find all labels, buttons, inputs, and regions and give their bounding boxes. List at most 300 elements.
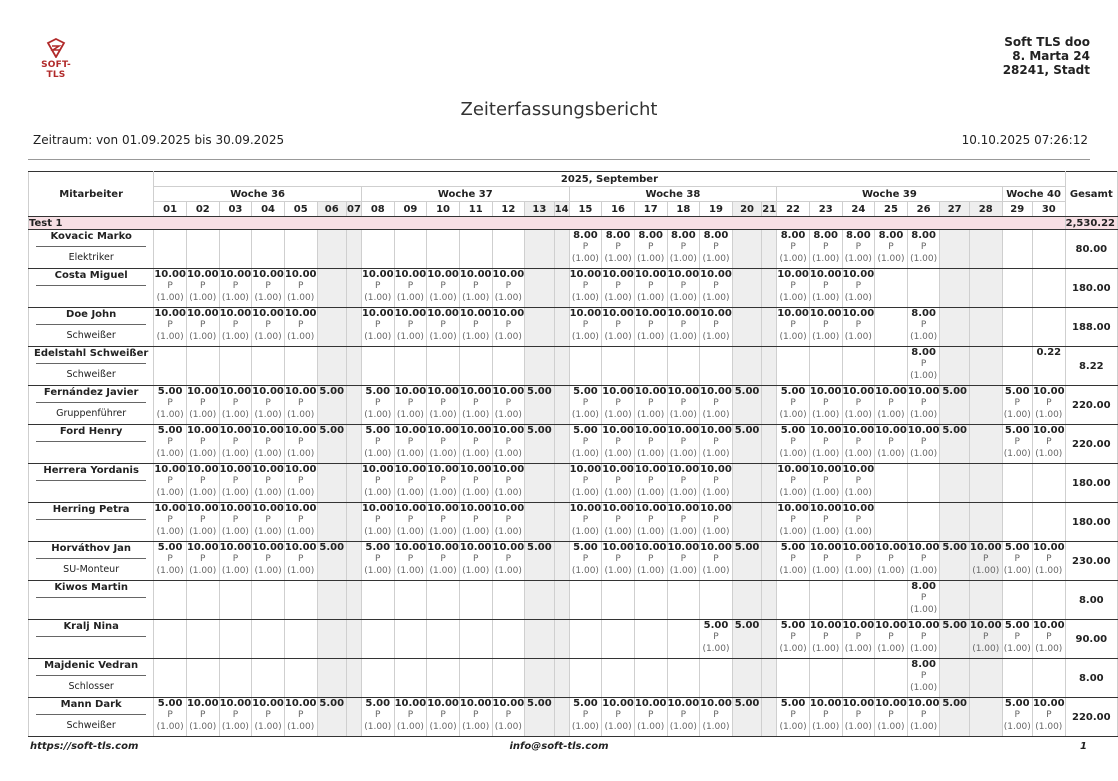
entry-factor: (1.00)	[844, 254, 872, 264]
day-cell	[554, 542, 569, 581]
entry-marker: P	[1014, 554, 1020, 564]
hours-value: 10.00	[361, 464, 394, 475]
employee-name: Edelstahl Schweißer	[34, 348, 149, 359]
entry-factor: (1.00)	[462, 527, 490, 537]
day-cell	[569, 542, 602, 581]
day-cell	[634, 425, 667, 464]
entry-factor: (1.00)	[702, 488, 730, 498]
entry-factor: (1.00)	[910, 605, 938, 615]
entry-marker: P	[920, 671, 927, 681]
day-cell	[732, 503, 761, 542]
entry-marker: P	[167, 437, 173, 447]
day-cell	[252, 386, 285, 425]
entry-factor: (1.00)	[571, 449, 599, 459]
hours-value: 10.00	[667, 698, 700, 709]
day-cell	[492, 581, 525, 620]
hours-value: 10.00	[219, 269, 252, 280]
day-cell	[667, 503, 700, 542]
entry-marker: P	[790, 242, 796, 252]
hours-value: 10.00	[602, 503, 634, 514]
day-cell	[346, 386, 361, 425]
entry-marker: P	[713, 476, 719, 486]
hours-value: 10.00	[459, 425, 492, 436]
day-cell	[762, 347, 777, 386]
employee-role: Schlosser	[68, 681, 114, 692]
employee-role: Gruppenführer	[56, 408, 127, 419]
hours-value: 10.00	[186, 698, 219, 709]
day-cell	[907, 659, 940, 698]
day-cell	[634, 659, 667, 698]
hours-value: 10.00	[700, 503, 732, 514]
entry-factor: (1.00)	[364, 527, 392, 537]
entry-factor: (1.00)	[156, 293, 184, 303]
entry-marker: P	[265, 476, 271, 486]
day-cell	[1032, 386, 1065, 425]
entry-marker: P	[167, 476, 173, 486]
entry-factor: (1.00)	[812, 488, 840, 498]
entry-factor: (1.00)	[877, 449, 905, 459]
entry-factor: (1.00)	[702, 254, 730, 264]
entry-factor: (1.00)	[844, 293, 872, 303]
day-header: 25	[875, 202, 908, 217]
footer-website-link[interactable]: https://soft-tls.com	[30, 741, 139, 752]
entry-factor: (1.00)	[604, 254, 632, 264]
hours-value: 10.00	[809, 503, 842, 514]
entry-marker: P	[855, 632, 862, 642]
entry-marker: P	[713, 281, 719, 291]
hours-value: 5.00	[942, 542, 968, 553]
entry-factor: (1.00)	[189, 566, 217, 576]
day-cell	[969, 620, 1002, 659]
employee-row	[29, 386, 1118, 425]
day-cell	[154, 659, 187, 698]
entry-marker: P	[200, 320, 206, 330]
hours-value: 5.00	[734, 542, 760, 553]
day-cell	[219, 620, 252, 659]
day-cell	[554, 308, 569, 347]
day-cell	[492, 425, 525, 464]
entry-marker: P	[582, 242, 589, 252]
day-cell	[569, 425, 602, 464]
day-header: 07	[347, 203, 361, 215]
day-cell	[1002, 698, 1032, 737]
company-address	[1003, 35, 1090, 77]
employee-divider	[36, 324, 146, 325]
entry-factor: (1.00)	[571, 410, 599, 420]
day-cell	[394, 269, 427, 308]
entry-marker: P	[440, 710, 446, 720]
entry-factor: (1.00)	[221, 488, 249, 498]
entry-factor: (1.00)	[604, 449, 632, 459]
entry-factor: (1.00)	[812, 410, 840, 420]
hours-value: 10.00	[667, 425, 700, 436]
hours-value: 10.00	[361, 308, 394, 319]
entry-marker: P	[297, 320, 304, 330]
employee-total: 180.00	[1065, 503, 1117, 542]
entry-factor: (1.00)	[221, 722, 249, 732]
entry-factor: (1.00)	[1003, 449, 1031, 459]
employee-total: 180.00	[1065, 464, 1117, 503]
hours-value: 5.00	[157, 698, 183, 709]
entry-factor: (1.00)	[637, 410, 665, 420]
entry-marker: P	[1014, 437, 1020, 447]
hours-value: 10.00	[394, 308, 427, 319]
hours-value: 10.00	[284, 542, 317, 553]
day-cell	[361, 230, 394, 269]
hours-value: 10.00	[842, 542, 875, 553]
day-cell	[634, 464, 667, 503]
day-header-row	[29, 202, 1118, 217]
entry-factor: (1.00)	[494, 293, 522, 303]
entry-factor: (1.00)	[844, 644, 872, 654]
hours-value: 10.00	[394, 542, 427, 553]
entry-factor: (1.00)	[494, 488, 522, 498]
entry-factor: (1.00)	[254, 332, 282, 342]
entry-factor: (1.00)	[221, 332, 249, 342]
day-cell	[940, 308, 969, 347]
day-cell	[554, 464, 569, 503]
entry-marker: P	[265, 320, 271, 330]
hours-value: 10.00	[154, 269, 186, 280]
entry-factor: (1.00)	[1003, 722, 1031, 732]
day-header: 21	[762, 203, 777, 215]
entry-marker: P	[375, 515, 381, 525]
entry-marker: P	[167, 320, 173, 330]
day-cell	[186, 386, 219, 425]
day-header: 23	[809, 202, 842, 217]
hours-value: 10.00	[842, 698, 875, 709]
entry-marker: P	[232, 515, 239, 525]
entry-factor: (1.00)	[156, 722, 184, 732]
entry-marker: P	[200, 554, 206, 564]
day-cell	[907, 464, 940, 503]
day-cell	[634, 347, 667, 386]
day-cell	[219, 659, 252, 698]
entry-marker: P	[407, 281, 414, 291]
hours-value: 10.00	[284, 698, 317, 709]
employee-cell	[29, 464, 154, 503]
hours-value: 10.00	[907, 386, 940, 397]
day-cell	[842, 503, 875, 542]
entry-factor: (1.00)	[779, 293, 807, 303]
day-cell	[1032, 464, 1065, 503]
entry-marker: P	[297, 710, 304, 720]
group-total: 2,530.22	[1065, 217, 1117, 230]
day-cell	[427, 425, 460, 464]
day-cell	[842, 581, 875, 620]
hours-value: 10.00	[361, 503, 394, 514]
hours-value: 10.00	[569, 308, 602, 319]
day-cell	[667, 698, 700, 737]
day-cell	[940, 659, 969, 698]
employee-row	[29, 698, 1118, 737]
entry-factor: (1.00)	[494, 527, 522, 537]
hours-value: 5.00	[780, 620, 806, 631]
day-cell	[1032, 230, 1065, 269]
day-cell	[361, 464, 394, 503]
day-cell	[602, 542, 635, 581]
entry-marker: P	[232, 437, 239, 447]
day-header: 24	[842, 202, 875, 217]
entry-marker: P	[680, 554, 687, 564]
day-cell	[875, 659, 908, 698]
hours-value: 10.00	[700, 425, 732, 436]
day-cell	[602, 269, 635, 308]
entry-factor: (1.00)	[156, 527, 184, 537]
day-cell	[969, 542, 1002, 581]
day-cell	[219, 542, 252, 581]
day-cell	[940, 581, 969, 620]
entry-marker: P	[407, 437, 414, 447]
day-cell	[569, 659, 602, 698]
entry-marker: P	[582, 515, 589, 525]
hours-value: 10.00	[602, 269, 634, 280]
employee-column-header: Mitarbeiter	[29, 172, 154, 217]
day-header: 06	[317, 202, 346, 217]
hours-value: 10.00	[186, 308, 219, 319]
day-cell	[252, 542, 285, 581]
hours-value: 10.00	[186, 269, 219, 280]
entry-factor: (1.00)	[910, 566, 938, 576]
hours-value: 10.00	[459, 542, 492, 553]
employee-name: Costa Miguel	[54, 270, 128, 281]
day-cell	[554, 698, 569, 737]
day-cell	[394, 386, 427, 425]
hours-value: 8.00	[911, 581, 936, 592]
entry-factor: (1.00)	[364, 722, 392, 732]
entry-marker: P	[680, 242, 687, 252]
day-cell	[969, 581, 1002, 620]
entry-factor: (1.00)	[702, 410, 730, 420]
entry-factor: (1.00)	[779, 566, 807, 576]
entry-marker: P	[920, 320, 927, 330]
entry-marker: P	[375, 554, 381, 564]
hours-value: 10.00	[219, 503, 252, 514]
entry-marker: P	[647, 281, 654, 291]
day-cell	[732, 659, 761, 698]
hours-value: 10.00	[700, 464, 732, 475]
entry-marker: P	[440, 476, 446, 486]
hours-value: 5.00	[780, 542, 806, 553]
day-header: 01	[154, 202, 187, 217]
day-cell	[284, 386, 317, 425]
day-cell	[427, 269, 460, 308]
entry-marker: P	[167, 710, 173, 720]
entry-marker: P	[822, 320, 829, 330]
hours-value: 10.00	[284, 386, 317, 397]
hours-value: 10.00	[284, 308, 317, 319]
day-cell	[700, 620, 733, 659]
day-cell	[809, 308, 842, 347]
day-cell	[969, 464, 1002, 503]
day-cell	[554, 425, 569, 464]
hours-value: 10.00	[492, 503, 525, 514]
day-cell	[777, 425, 810, 464]
footer-email-link[interactable]: info@soft-tls.com	[509, 741, 609, 752]
day-cell	[875, 386, 908, 425]
day-cell	[667, 425, 700, 464]
day-cell	[186, 659, 219, 698]
day-cell	[554, 347, 569, 386]
entry-marker: P	[582, 281, 589, 291]
employee-row	[29, 659, 1118, 698]
day-cell	[284, 425, 317, 464]
hours-value: 10.00	[700, 386, 732, 397]
employee-role: SU-Monteur	[63, 564, 120, 575]
entry-factor: (1.00)	[779, 488, 807, 498]
entry-marker: P	[200, 476, 206, 486]
day-header: 03	[219, 202, 252, 217]
hours-value: 10.00	[842, 425, 875, 436]
day-cell	[219, 308, 252, 347]
entry-factor: (1.00)	[571, 332, 599, 342]
entry-marker: P	[713, 320, 719, 330]
entry-marker: P	[713, 554, 719, 564]
entry-marker: P	[920, 437, 927, 447]
entry-marker: P	[582, 398, 589, 408]
hours-value: 8.00	[911, 308, 936, 319]
entry-factor: (1.00)	[221, 527, 249, 537]
day-cell	[1002, 659, 1032, 698]
day-cell	[427, 347, 460, 386]
hours-value: 10.00	[186, 542, 219, 553]
entry-marker: P	[407, 320, 414, 330]
entry-factor: (1.00)	[779, 410, 807, 420]
day-cell	[361, 503, 394, 542]
day-cell	[700, 659, 733, 698]
day-cell	[394, 503, 427, 542]
day-cell	[732, 620, 761, 659]
day-cell	[219, 425, 252, 464]
total-column-header: Gesamt	[1065, 172, 1117, 217]
day-cell	[1002, 308, 1032, 347]
entry-factor: (1.00)	[669, 566, 697, 576]
employee-name: Herrera Yordanis	[43, 465, 139, 476]
day-cell	[459, 308, 492, 347]
day-cell	[186, 308, 219, 347]
day-cell	[809, 386, 842, 425]
hours-value: 8.00	[845, 230, 871, 241]
entry-factor: (1.00)	[910, 410, 938, 420]
day-cell	[1002, 347, 1032, 386]
day-cell	[875, 581, 908, 620]
hours-value: 10.00	[459, 464, 492, 475]
hours-value: 10.00	[284, 425, 317, 436]
hours-value: 10.00	[394, 269, 427, 280]
employee-divider	[36, 675, 146, 676]
hours-value: 10.00	[186, 464, 219, 475]
employee-cell	[29, 542, 154, 581]
day-cell	[554, 581, 569, 620]
day-cell	[777, 347, 810, 386]
employee-divider	[36, 636, 146, 637]
entry-marker: P	[790, 554, 796, 564]
entry-marker: P	[647, 554, 654, 564]
entry-factor: (1.00)	[1035, 410, 1063, 420]
day-cell	[554, 386, 569, 425]
day-cell	[809, 425, 842, 464]
day-cell	[252, 659, 285, 698]
employee-row	[29, 542, 1118, 581]
entry-factor: (1.00)	[364, 566, 392, 576]
hours-value: 10.00	[777, 269, 809, 280]
hours-value: 10.00	[809, 425, 842, 436]
hours-value: 5.00	[780, 698, 806, 709]
day-cell	[186, 464, 219, 503]
day-cell	[907, 347, 940, 386]
entry-factor: (1.00)	[637, 254, 665, 264]
day-cell	[602, 464, 635, 503]
day-cell	[842, 230, 875, 269]
entry-factor: (1.00)	[364, 449, 392, 459]
hours-value: 10.00	[394, 386, 427, 397]
entry-marker: P	[680, 437, 687, 447]
entry-marker: P	[407, 554, 414, 564]
day-cell	[427, 230, 460, 269]
day-cell	[361, 581, 394, 620]
day-cell	[427, 581, 460, 620]
company-name: Soft TLS doo	[1004, 35, 1090, 49]
day-cell	[875, 347, 908, 386]
hours-value: 10.00	[219, 386, 252, 397]
hours-value: 5.00	[527, 386, 552, 397]
day-cell	[492, 659, 525, 698]
day-cell	[1002, 269, 1032, 308]
entry-factor: (1.00)	[702, 644, 730, 654]
entry-factor: (1.00)	[429, 566, 457, 576]
entry-marker: P	[472, 281, 479, 291]
day-cell	[634, 230, 667, 269]
employee-name: Ford Henry	[59, 426, 123, 437]
day-cell	[1032, 425, 1065, 464]
entry-marker: P	[472, 515, 479, 525]
day-cell	[427, 620, 460, 659]
entry-factor: (1.00)	[637, 293, 665, 303]
day-cell	[1032, 581, 1065, 620]
entry-marker: P	[232, 320, 239, 330]
entry-factor: (1.00)	[156, 566, 184, 576]
entry-factor: (1.00)	[604, 527, 632, 537]
day-cell	[842, 347, 875, 386]
entry-factor: (1.00)	[604, 293, 632, 303]
day-cell	[361, 698, 394, 737]
week-header: Woche 39	[777, 187, 1002, 202]
entry-marker: P	[983, 554, 989, 564]
entry-factor: (1.00)	[287, 566, 315, 576]
entry-marker: P	[713, 437, 719, 447]
hours-value: 5.00	[1004, 386, 1030, 397]
week-header: Woche 40	[1002, 187, 1065, 202]
entry-factor: (1.00)	[156, 488, 184, 498]
entry-factor: (1.00)	[972, 566, 1000, 576]
entry-factor: (1.00)	[189, 332, 217, 342]
entry-marker: P	[440, 437, 446, 447]
entry-marker: P	[888, 437, 894, 447]
day-cell	[762, 542, 777, 581]
day-cell	[459, 386, 492, 425]
hours-value: 10.00	[569, 503, 602, 514]
hours-value: 5.00	[527, 542, 552, 553]
hours-value: 8.00	[670, 230, 696, 241]
day-cell	[346, 581, 361, 620]
entry-marker: P	[232, 554, 239, 564]
hours-value: 10.00	[969, 620, 1002, 631]
day-cell	[700, 308, 733, 347]
entry-factor: (1.00)	[494, 566, 522, 576]
entry-factor: (1.00)	[669, 722, 697, 732]
employee-cell	[29, 503, 154, 542]
hours-value: 10.00	[219, 542, 252, 553]
